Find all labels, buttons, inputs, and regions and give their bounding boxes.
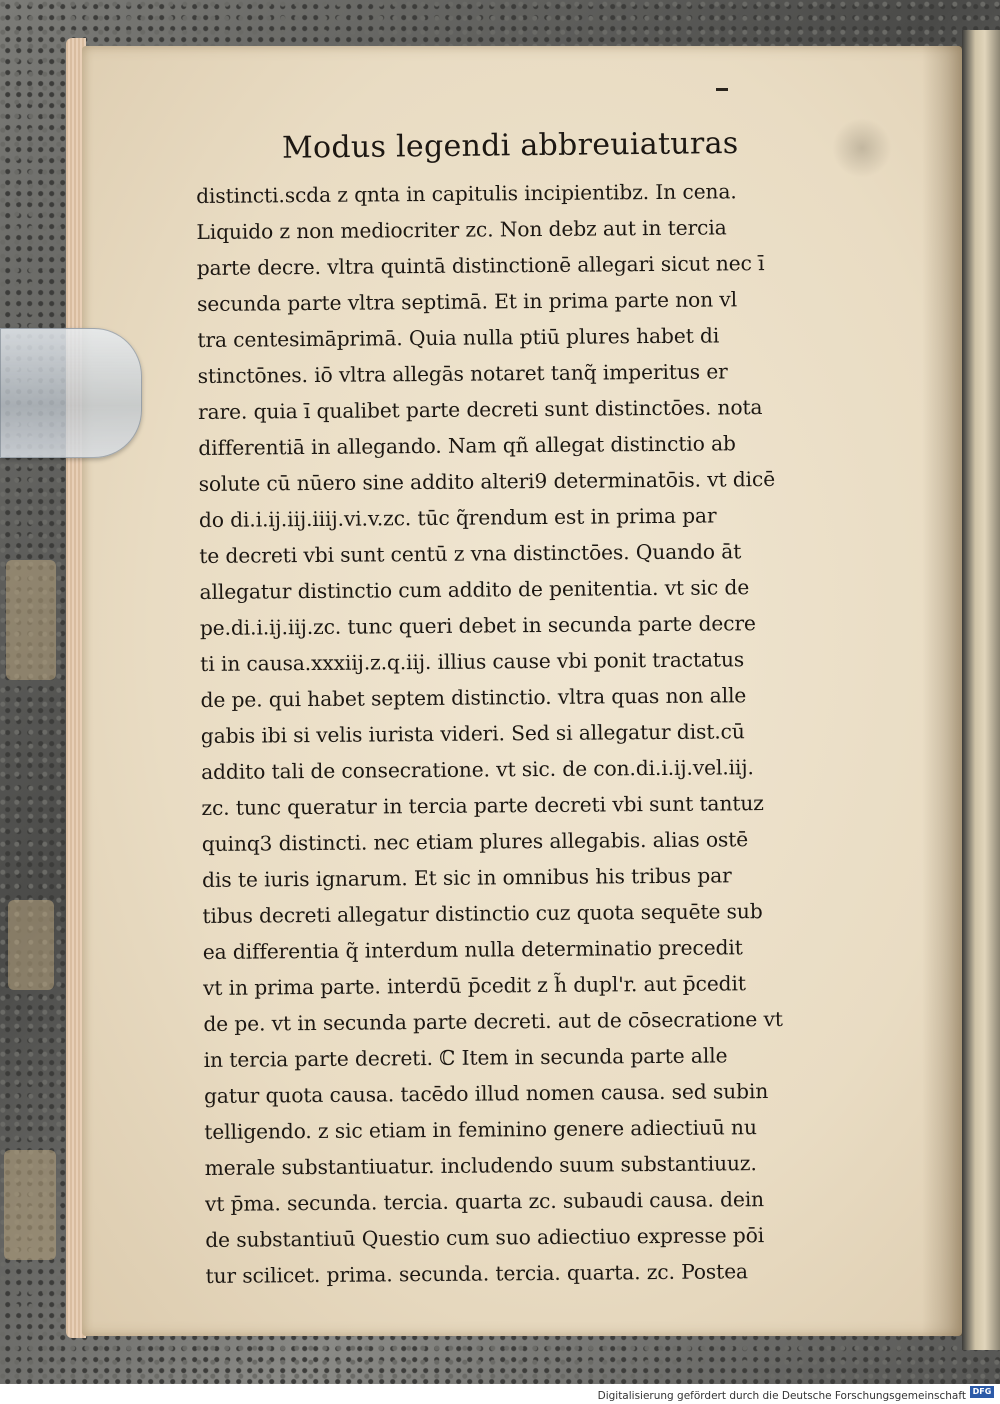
facing-page-edge (962, 30, 1000, 1350)
text-line: Liquido z non mediocriter zc. Non debz aut in tercia (196, 215, 727, 244)
text-line: addito tali de consecratione. vt sic. de con.di.i.ij.vel.iij. (201, 755, 754, 784)
marbled-paper-patch (4, 1150, 56, 1260)
digitization-credit: Digitalisierung gefördert durch die Deutsche Forschungsgemeinschaft (597, 1390, 966, 1402)
page-gutter-shadow (922, 46, 962, 1336)
text-line: telligendo. z sic etiam in feminino genere adiectiuū nu (204, 1115, 757, 1144)
text-line: ea differentia q̃ interdum nulla determinatio precedit (202, 935, 743, 964)
text-line: zc. tunc queratur in tercia parte decreti vbi sunt tantuz (201, 791, 764, 820)
footer-bar (0, 1384, 1000, 1400)
text-line: in tercia parte decreti. ℂ Item in secunda parte alle (203, 1043, 728, 1072)
text-line: quinq3 distincti. nec etiam plures allegabis. alias ostē (201, 827, 749, 856)
marbled-paper-patch (6, 560, 56, 680)
text-line: gatur quota causa. tacēdo illud nomen causa. sed subin (203, 1079, 769, 1108)
text-line: allegatur distinctio cum addito de penitentia. vt sic de (199, 575, 750, 604)
text-line: distincti.scda z qnta in capitulis incipientibz. In cena. (196, 179, 737, 208)
text-line: vt in prima parte. interdū p̄cedit z h̃ dupl'r. aut p̄cedit (202, 971, 746, 1000)
text-body (196, 172, 896, 1294)
text-line: tra centesimāprimā. Quia nulla ptiū plures habet di (197, 323, 720, 352)
text-line: vt p̄ma. secunda. tercia. quarta zc. subaudi causa. dein (204, 1187, 765, 1216)
text-line: tibus decreti allegatur distinctio cuz quota sequēte sub (202, 899, 763, 928)
page-stain (832, 118, 892, 178)
printer-mark (716, 88, 728, 91)
text-line: stinctōnes. iō vltra allegās notaret tanq̃ imperitus er (197, 359, 728, 388)
text-line: te decreti vbi sunt centū z vna distinctōes. Quando āt (199, 539, 742, 568)
text-line: solute cū nūero sine addito alteri9 determinatōis. vt dicē (198, 466, 776, 496)
text-line: merale substantiuatur. includendo suum substantiuuz. (204, 1151, 757, 1180)
text-line: rare. quia ī qualibet parte decreti sunt distinctōes. nota (197, 395, 763, 424)
dfg-logo: DFG (970, 1386, 994, 1398)
text-line: parte decre. vltra quintā distinctionē allegari sicut nec ī (196, 251, 765, 280)
text-line: tur scilicet. prima. secunda. tercia. quarta. zc. Postea (205, 1259, 749, 1288)
glass-page-clip (0, 328, 142, 458)
text-line: pe.di.i.ij.iij.zc. tunc queri debet in secunda parte decre (199, 611, 756, 640)
text-line: de substantiuū Questio cum suo adiectiuo expresse pōi (205, 1223, 765, 1252)
text-line: de pe. vt in secunda parte decreti. aut de cōsecratione vt (203, 1006, 783, 1036)
text-line: gabis ibi si velis iurista videri. Sed si allegatur dist.cū (200, 719, 745, 748)
text-line: ti in causa.xxxiij.z.q.iij. illius cause vbi ponit tractatus (200, 647, 745, 676)
text-line: do di.i.ij.iij.iiij.vi.v.zc. tūc q̃rendum est in prima par (198, 503, 717, 532)
text-line: differentiā in allegando. Nam qñ allegat distinctio ab (198, 431, 736, 460)
text-line: de pe. qui habet septem distinctio. vltra quas non alle (200, 683, 747, 712)
marbled-paper-patch (8, 900, 54, 990)
text-line: dis te iuris ignarum. Et sic in omnibus his tribus par (202, 863, 732, 892)
page-heading: Modus legendi abbreuiaturas (281, 125, 739, 166)
text-line: secunda parte vltra septimā. Et in prima parte non vl (196, 287, 738, 316)
